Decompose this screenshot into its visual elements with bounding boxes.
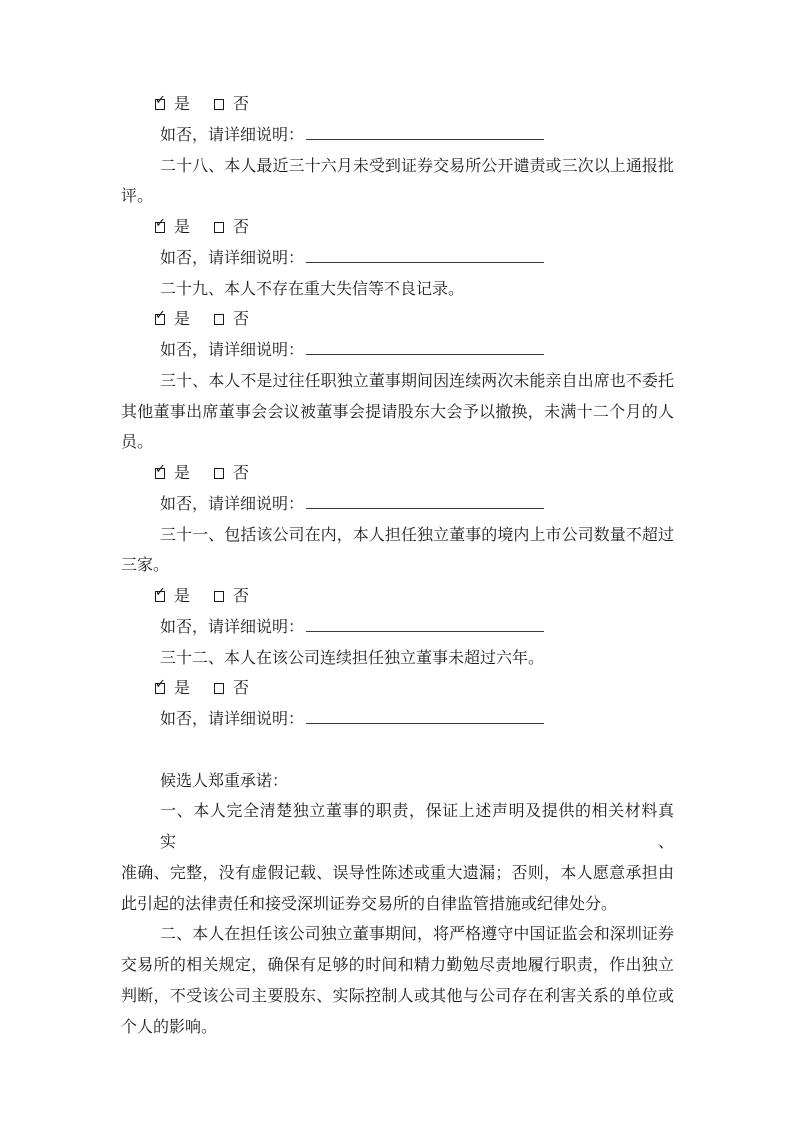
yes-label: 是 (174, 588, 191, 605)
statement-line: 评。 (121, 188, 154, 206)
yes-checkbox-checked[interactable] (155, 677, 166, 694)
commitment-heading: 候选人郑重承诺： (160, 772, 289, 790)
answer-options-row (121, 305, 674, 336)
no-checkbox[interactable] (214, 222, 224, 233)
commitment-paragraph-line: 一、本人完全清楚独立董事的职责，保证上述声明及提供的相关材料真实、 (160, 803, 674, 851)
no-checkbox[interactable] (214, 314, 224, 325)
yes-checkbox-checked[interactable] (155, 216, 166, 233)
commitment-paragraph-line: 二、本人在担任该公司独立董事期间，将严格遵守中国证监会和深圳证券 (160, 926, 674, 944)
no-label: 否 (233, 219, 250, 236)
checkmark-icon: ✓ (155, 216, 166, 231)
explain-blank-field[interactable] (306, 338, 544, 355)
no-label: 否 (233, 680, 250, 698)
no-label: 否 (233, 96, 250, 113)
commitment-paragraph-line: 准确、完整，没有虚假记载、误导性陈述或重大遗漏；否则，本人愿意承担由 (121, 864, 674, 882)
checkmark-icon: ✓ (155, 93, 166, 108)
yes-checkbox-checked[interactable] (155, 308, 166, 325)
yes-label: 是 (174, 680, 191, 698)
explain-blank-field[interactable] (306, 615, 544, 632)
statement-line: 三十、本人不是过往任职独立董事期间因连续两次未能亲自出席也不委托 (160, 372, 674, 390)
no-label: 否 (233, 311, 250, 329)
yes-label: 是 (174, 219, 191, 236)
statement-line: 三十二、本人在该公司连续担任独立董事未超过六年。 (160, 649, 545, 667)
explain-label: 如否，请详细说明： (160, 126, 305, 144)
explain-label: 如否，请详细说明： (160, 618, 305, 636)
explain-label: 如否，请详细说明： (160, 495, 305, 513)
yes-label: 是 (174, 311, 191, 329)
no-checkbox[interactable] (214, 468, 224, 479)
blank-line (121, 736, 674, 767)
explain-blank-field[interactable] (306, 123, 544, 140)
answer-options-row (121, 582, 674, 613)
commitment-paragraph-line: 交易所的相关规定，确保有足够的时间和精力勤勉尽责地履行职责，作出独立 (121, 957, 674, 974)
explain-row (121, 613, 674, 644)
explain-label: 如否，请详细说明： (160, 711, 305, 728)
checkmark-icon: ✓ (155, 677, 166, 693)
checkmark-icon: ✓ (155, 462, 166, 477)
document-body (121, 90, 674, 1043)
no-checkbox[interactable] (214, 99, 224, 110)
answer-options-row (121, 90, 674, 121)
yes-checkbox-checked[interactable] (155, 93, 166, 110)
statement-line: 三十一、包括该公司在内，本人担任独立董事的境内上市公司数量不超过 (160, 526, 674, 544)
no-checkbox[interactable] (214, 591, 224, 602)
yes-label: 是 (174, 96, 191, 113)
checkmark-icon: ✓ (155, 585, 166, 600)
commitment-paragraph-line: 判断，不受该公司主要股东、实际控制人或其他与公司存在利害关系的单位或 (121, 987, 674, 1005)
explain-row (121, 490, 674, 521)
answer-options-row (121, 213, 674, 244)
explain-blank-field[interactable] (306, 707, 544, 724)
explain-label: 如否，请详细说明： (160, 342, 305, 359)
no-label: 否 (233, 588, 250, 605)
answer-options-row (121, 674, 674, 705)
yes-checkbox-checked[interactable] (155, 585, 166, 602)
explain-blank-field[interactable] (306, 492, 544, 509)
explain-row (121, 244, 674, 275)
statement-line: 二十八、本人最近三十六月未受到证券交易所公开谴责或三次以上通报批 (160, 157, 674, 175)
explain-row (121, 705, 674, 736)
no-checkbox[interactable] (214, 683, 224, 694)
statement-line: 二十九、本人不存在重大失信等不良记录。 (160, 280, 465, 298)
statement-line: 其他董事出席董事会会议被董事会提请股东大会予以撤换，未满十二个月的人 (121, 403, 674, 421)
explain-blank-field[interactable] (306, 246, 544, 263)
yes-checkbox-checked[interactable] (155, 462, 166, 479)
answer-options-row (121, 459, 674, 490)
explain-row (121, 336, 674, 367)
statement-line: 三家。 (121, 557, 170, 575)
commitment-paragraph-line: 此引起的法律责任和接受深圳证券交易所的自律监管措施或纪律处分。 (121, 895, 618, 913)
explain-label: 如否，请详细说明： (160, 249, 305, 267)
commitment-paragraph-line: 个人的影响。 (121, 1018, 218, 1036)
statement-line: 员。 (121, 434, 154, 452)
yes-label: 是 (174, 465, 191, 482)
no-label: 否 (233, 465, 250, 482)
explain-row (121, 121, 674, 152)
checkmark-icon: ✓ (155, 308, 166, 324)
